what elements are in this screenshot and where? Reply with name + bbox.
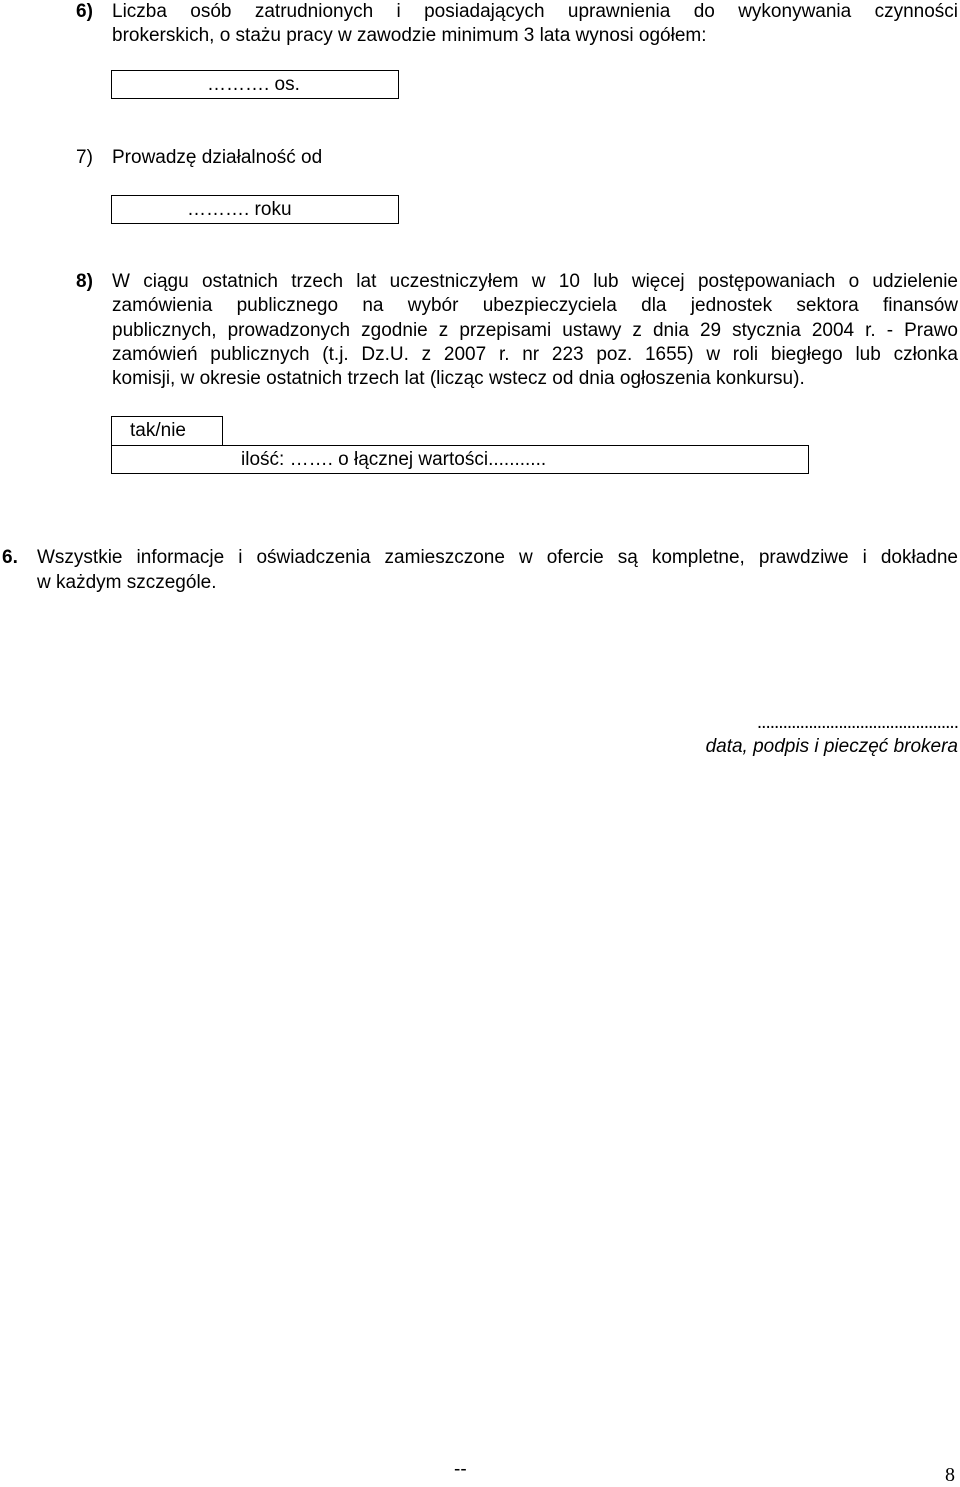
- procedures-count-text: ilość: ……. o łącznej wartości...........: [241, 449, 547, 470]
- section-7-number: 7): [76, 147, 93, 168]
- page-number: 8: [945, 1464, 955, 1486]
- section-6-text-line-1: Liczba osób zatrudnionych i posiadających uprawnienia do wykonywania czynności: [112, 1, 958, 22]
- yes-no-label: tak/nie: [130, 420, 186, 441]
- signature-caption: data, podpis i pieczęć brokera: [705, 736, 958, 757]
- yes-no-field[interactable]: [111, 416, 223, 446]
- section-7-text: Prowadzę działalność od: [112, 147, 323, 168]
- section-8-line-2: zamówienia publicznego na wybór ubezpieczyciela dla jednostek sektora finansów: [112, 295, 958, 316]
- section-6-number: 6): [76, 1, 93, 22]
- section-8-line-3: publicznych, prowadzonych zgodnie z przepisami ustawy z dnia 29 stycznia 2004 r. - Prawo: [112, 320, 958, 341]
- section-8-line-5: komisji, w okresie ostatnich trzech lat (licząc wstecz od dnia ogłoszenia konkursu).: [112, 368, 805, 389]
- section-8-number: 8): [76, 271, 93, 292]
- section-8-line-1: W ciągu ostatnich trzech lat uczestniczyłem w 10 lub więcej postępowaniach o udzielenie: [112, 271, 958, 292]
- activity-start-field[interactable]: [111, 195, 399, 224]
- point-6-line-1: Wszystkie informacje i oświadczenia zamieszczone w ofercie są kompletne, prawdziwe i dokładne: [37, 547, 958, 568]
- point-6-line-2: w każdym szczególe.: [37, 572, 217, 593]
- section-6-text-line-2: brokerskich, o stażu pracy w zawodzie minimum 3 lata wynosi ogółem:: [112, 25, 707, 46]
- staff-count-field[interactable]: [111, 70, 399, 99]
- activity-start-value: ………. roku: [187, 199, 292, 220]
- procedures-count-field[interactable]: [111, 445, 809, 474]
- signature-dots: ...............................................: [756, 712, 958, 733]
- point-6-number: 6.: [2, 547, 18, 568]
- section-8-line-4: zamówień publicznych (t.j. Dz.U. z 2007 r. nr 223 poz. 1655) w roli biegłego lub członka: [112, 344, 958, 365]
- staff-count-value: ………. os.: [207, 74, 300, 95]
- footer-dash: --: [454, 1459, 467, 1480]
